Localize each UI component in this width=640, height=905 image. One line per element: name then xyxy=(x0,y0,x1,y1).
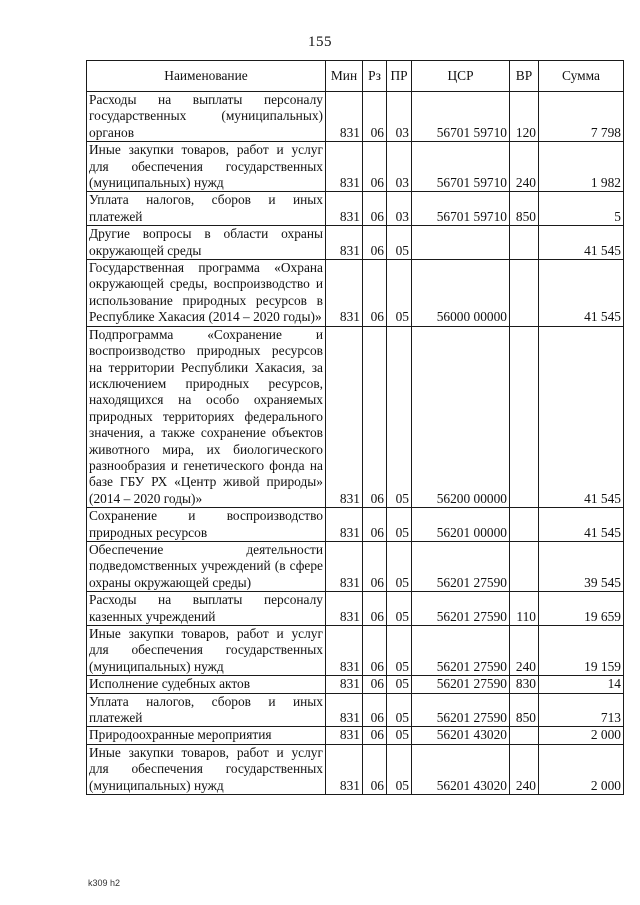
table-row xyxy=(87,727,624,744)
table-row xyxy=(87,142,624,192)
row-pr-cell: 05 xyxy=(387,541,412,591)
row-min-cell: 831 xyxy=(326,92,363,142)
column-header-sum: Сумма xyxy=(539,61,624,92)
row-name-cell: Иные закупки товаров, работ и услуг для обеспечения государственных (муниципальных) нужд xyxy=(87,142,326,192)
row-csr-cell xyxy=(412,226,510,260)
row-vr-cell xyxy=(510,326,539,507)
row-csr-cell: 56701 59710 xyxy=(412,92,510,142)
table-row xyxy=(87,508,624,542)
column-header-vr: ВР xyxy=(510,61,539,92)
table-header-row xyxy=(87,61,624,92)
row-vr-cell xyxy=(510,727,539,744)
row-min-cell: 831 xyxy=(326,626,363,676)
table-row xyxy=(87,192,624,226)
row-csr-cell: 56201 43020 xyxy=(412,744,510,794)
row-min-cell: 831 xyxy=(326,508,363,542)
table-row xyxy=(87,92,624,142)
table-row xyxy=(87,676,624,693)
row-sum-cell: 2 000 xyxy=(539,744,624,794)
row-rz-cell: 06 xyxy=(363,676,387,693)
row-sum-cell: 1 982 xyxy=(539,142,624,192)
row-vr-cell: 240 xyxy=(510,142,539,192)
column-header-csr: ЦСР xyxy=(412,61,510,92)
row-pr-cell: 05 xyxy=(387,260,412,327)
row-name-cell: Обеспечение деятельности подведомственных учреждений (в сфере охраны окружающей среды) xyxy=(87,541,326,591)
row-csr-cell: 56201 27590 xyxy=(412,626,510,676)
row-rz-cell: 06 xyxy=(363,744,387,794)
row-vr-cell: 240 xyxy=(510,744,539,794)
page-number: 155 xyxy=(308,34,332,50)
row-min-cell: 831 xyxy=(326,676,363,693)
row-min-cell: 831 xyxy=(326,326,363,507)
row-sum-cell: 7 798 xyxy=(539,92,624,142)
row-csr-cell: 56701 59710 xyxy=(412,192,510,226)
row-sum-cell: 19 159 xyxy=(539,626,624,676)
table-row xyxy=(87,744,624,794)
row-vr-cell: 110 xyxy=(510,592,539,626)
row-vr-cell xyxy=(510,541,539,591)
row-name-cell: Природоохранные мероприятия xyxy=(87,727,326,744)
row-csr-cell: 56201 00000 xyxy=(412,508,510,542)
row-rz-cell: 06 xyxy=(363,727,387,744)
row-sum-cell: 2 000 xyxy=(539,727,624,744)
row-name-cell: Другие вопросы в области охраны окружающей среды xyxy=(87,226,326,260)
row-name-cell: Исполнение судебных актов xyxy=(87,676,326,693)
table-row xyxy=(87,626,624,676)
row-rz-cell: 06 xyxy=(363,626,387,676)
table-row xyxy=(87,260,624,327)
column-header-min: Мин xyxy=(326,61,363,92)
row-sum-cell: 41 545 xyxy=(539,260,624,327)
row-csr-cell: 56201 27590 xyxy=(412,541,510,591)
row-pr-cell: 05 xyxy=(387,676,412,693)
row-min-cell: 831 xyxy=(326,142,363,192)
row-rz-cell: 06 xyxy=(363,142,387,192)
row-rz-cell: 06 xyxy=(363,226,387,260)
table-row xyxy=(87,693,624,727)
row-min-cell: 831 xyxy=(326,592,363,626)
row-rz-cell: 06 xyxy=(363,592,387,626)
row-sum-cell: 41 545 xyxy=(539,326,624,507)
row-name-cell: Расходы на выплаты персоналу казенных учреждений xyxy=(87,592,326,626)
row-pr-cell: 05 xyxy=(387,626,412,676)
row-name-cell: Уплата налогов, сборов и иных платежей xyxy=(87,192,326,226)
row-rz-cell: 06 xyxy=(363,693,387,727)
table-row xyxy=(87,592,624,626)
row-csr-cell: 56701 59710 xyxy=(412,142,510,192)
row-min-cell: 831 xyxy=(326,260,363,327)
table-row xyxy=(87,226,624,260)
row-sum-cell: 5 xyxy=(539,192,624,226)
row-name-cell: Государственная программа «Охрана окружающей среды, воспроизводство и использование природных ресурсов в Республике Хакасия (2014 – 2020 годы)» xyxy=(87,260,326,327)
row-csr-cell: 56201 27590 xyxy=(412,676,510,693)
row-rz-cell: 06 xyxy=(363,326,387,507)
footer-code: k309 h2 xyxy=(88,878,121,888)
row-csr-cell: 56201 27590 xyxy=(412,592,510,626)
row-csr-cell: 56000 00000 xyxy=(412,260,510,327)
row-csr-cell: 56201 43020 xyxy=(412,727,510,744)
row-pr-cell: 05 xyxy=(387,727,412,744)
row-pr-cell: 05 xyxy=(387,226,412,260)
row-min-cell: 831 xyxy=(326,541,363,591)
table-row xyxy=(87,541,624,591)
row-sum-cell: 41 545 xyxy=(539,508,624,542)
row-pr-cell: 03 xyxy=(387,92,412,142)
row-rz-cell: 06 xyxy=(363,541,387,591)
row-pr-cell: 05 xyxy=(387,508,412,542)
table-row xyxy=(87,326,624,507)
row-pr-cell: 05 xyxy=(387,326,412,507)
row-name-cell: Сохранение и воспроизводство природных ресурсов xyxy=(87,508,326,542)
row-pr-cell: 03 xyxy=(387,142,412,192)
column-header-rz: Рз xyxy=(363,61,387,92)
row-rz-cell: 06 xyxy=(363,260,387,327)
column-header-name: Наименование xyxy=(87,61,326,92)
row-vr-cell xyxy=(510,260,539,327)
row-name-cell: Расходы на выплаты персоналу государственных (муниципальных) органов xyxy=(87,92,326,142)
row-sum-cell: 19 659 xyxy=(539,592,624,626)
row-vr-cell: 850 xyxy=(510,693,539,727)
row-pr-cell: 05 xyxy=(387,693,412,727)
table-body xyxy=(87,92,624,795)
row-min-cell: 831 xyxy=(326,226,363,260)
row-min-cell: 831 xyxy=(326,727,363,744)
row-sum-cell: 41 545 xyxy=(539,226,624,260)
row-pr-cell: 05 xyxy=(387,744,412,794)
row-sum-cell: 713 xyxy=(539,693,624,727)
row-csr-cell: 56200 00000 xyxy=(412,326,510,507)
row-name-cell: Иные закупки товаров, работ и услуг для обеспечения государственных (муниципальных) нужд xyxy=(87,744,326,794)
row-min-cell: 831 xyxy=(326,192,363,226)
row-name-cell: Иные закупки товаров, работ и услуг для обеспечения государственных (муниципальных) нужд xyxy=(87,626,326,676)
row-min-cell: 831 xyxy=(326,693,363,727)
row-sum-cell: 39 545 xyxy=(539,541,624,591)
row-vr-cell xyxy=(510,508,539,542)
row-min-cell: 831 xyxy=(326,744,363,794)
row-vr-cell: 830 xyxy=(510,676,539,693)
row-rz-cell: 06 xyxy=(363,508,387,542)
row-rz-cell: 06 xyxy=(363,192,387,226)
row-vr-cell: 850 xyxy=(510,192,539,226)
row-vr-cell: 120 xyxy=(510,92,539,142)
row-pr-cell: 05 xyxy=(387,592,412,626)
row-vr-cell: 240 xyxy=(510,626,539,676)
budget-table xyxy=(86,60,624,795)
row-csr-cell: 56201 27590 xyxy=(412,693,510,727)
row-sum-cell: 14 xyxy=(539,676,624,693)
column-header-pr: ПР xyxy=(387,61,412,92)
row-vr-cell xyxy=(510,226,539,260)
row-name-cell: Уплата налогов, сборов и иных платежей xyxy=(87,693,326,727)
row-pr-cell: 03 xyxy=(387,192,412,226)
row-name-cell: Подпрограмма «Сохранение и воспроизводство природных ресурсов на территории Республики Хакасия, за исключением природных ресурсов, находящихся на особо охраняемых природных территориях федерального значения, а также сохранение объектов животного мира, их биологического разнообразия и генетического фонда на базе ГБУ РХ «Центр живой природы» (2014 – 2020 годы)» xyxy=(87,326,326,507)
row-rz-cell: 06 xyxy=(363,92,387,142)
